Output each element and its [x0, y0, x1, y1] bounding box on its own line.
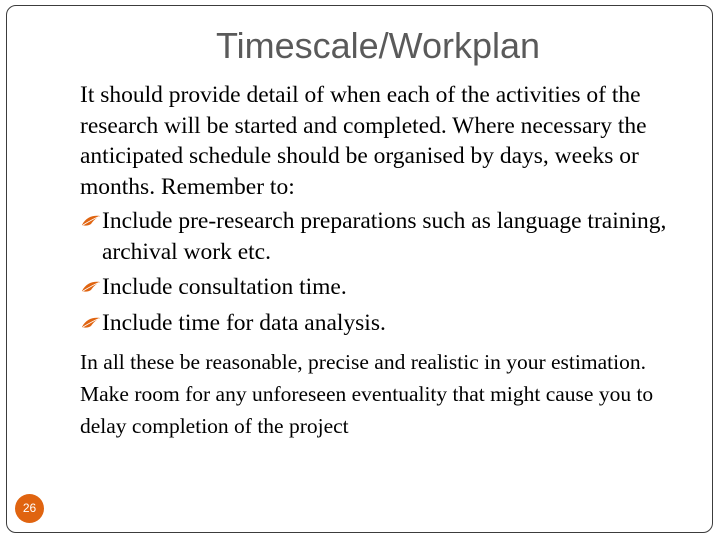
bullet-text: Include pre-research preparations such as language training, archival work etc.	[102, 208, 667, 265]
closing-paragraph: In all these be reasonable, precise and realistic in your estimation. Make room for any unforeseen eventuality that might cause you to delay completion of the project	[80, 350, 654, 438]
leaf-bullet-icon	[80, 308, 102, 338]
bullet-item	[80, 206, 700, 267]
bullet-list	[80, 206, 700, 338]
slide-title: Timescale/Workplan	[215, 25, 541, 66]
bullet-item	[80, 308, 700, 339]
leaf-bullet-icon	[80, 272, 102, 302]
page-number-badge: 26	[15, 494, 44, 523]
intro-paragraph: It should provide detail of when each of the activities of the research will be started and completed. Where necessary the anticipated schedule should be organised by days, weeks or months. Remember to:	[80, 82, 647, 200]
slide-body	[80, 80, 700, 442]
leaf-bullet-icon	[80, 206, 102, 236]
bullet-text: Include time for data analysis.	[102, 309, 386, 336]
bullet-item	[80, 272, 700, 303]
bullet-text: Include consultation time.	[102, 274, 347, 300]
